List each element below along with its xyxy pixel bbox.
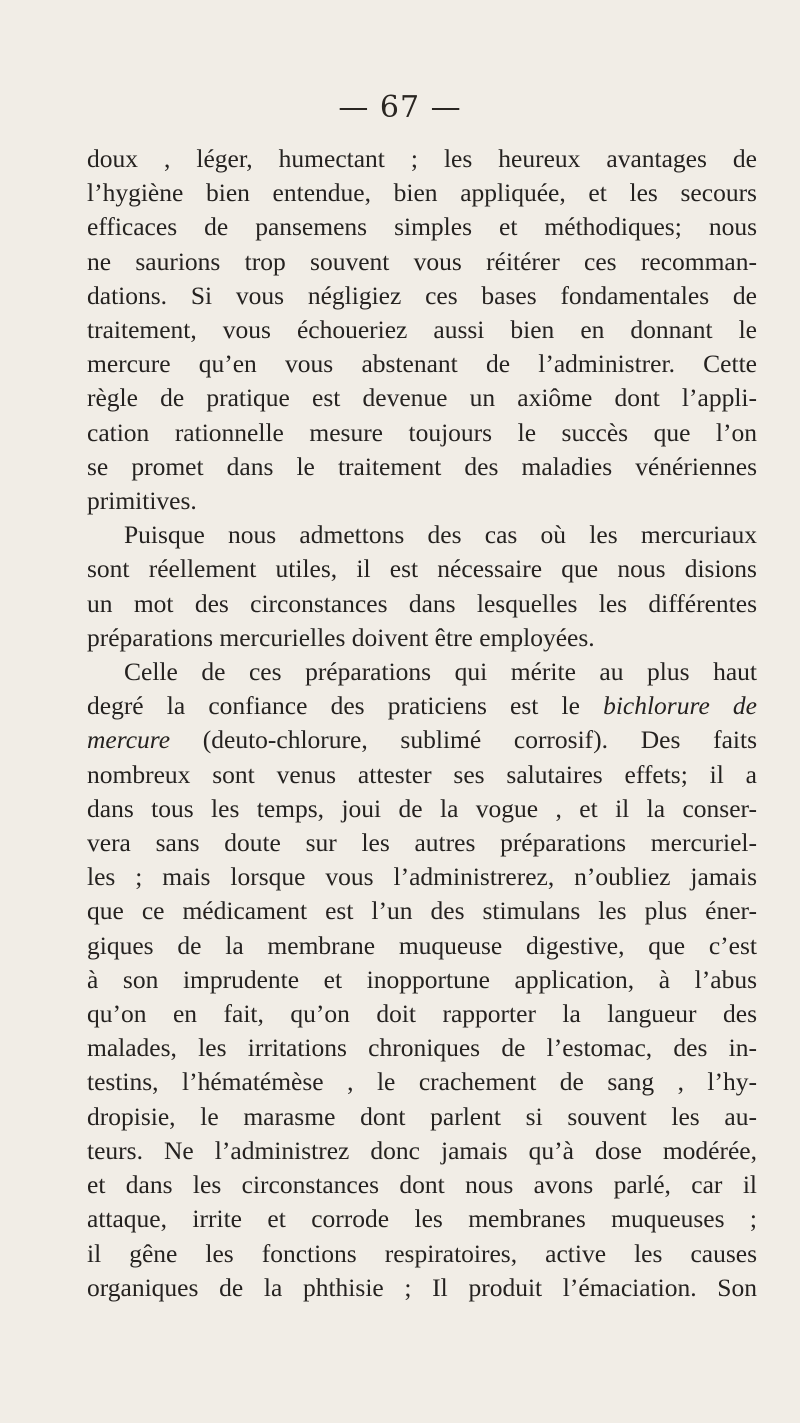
text-line: teurs. Ne l’administrez donc jamais qu’à dose modérée, [87, 1135, 757, 1165]
text-line: organiques de la phthisie ; Il produit l’émaciation. Son [87, 1272, 757, 1302]
text-line: l’hygiène bien entendue, bien appliquée, et les secours [87, 178, 757, 208]
text-line: Puisque nous admettons des cas où les mercuriaux [124, 520, 757, 550]
text-line: se promet dans le traitement des maladies vénériennes [87, 451, 757, 481]
text-line [87, 723, 757, 757]
text-line: testins, l’hématémèse , le crachement de sang , l’hy- [87, 1067, 757, 1097]
text-line: doux , léger, humectant ; les heureux avantages de [87, 144, 757, 173]
text-line: les ; mais lorsque vous l’administrerez, n’oubliez jamais [87, 862, 757, 892]
text-line: à son imprudente et inopportune application, à l’abus [87, 964, 757, 994]
text-line: qu’on en fait, qu’on doit rapporter la langueur des [87, 999, 757, 1029]
text-line: ne saurions trop souvent vous réitérer ces recomman- [87, 246, 757, 276]
text-line: dropisie, le marasme dont parlent si souvent les au- [87, 1101, 757, 1131]
text-line: dans tous les temps, joui de la vogue , et il la conser- [87, 793, 757, 823]
text-line: sont réellement utiles, il est nécessaire que nous disions [87, 554, 757, 584]
text-line: et dans les circonstances dont nous avons parlé, car il [87, 1170, 757, 1200]
text-line: malades, les irritations chroniques de l’estomac, des in- [87, 1033, 757, 1063]
text-line: giques de la membrane muqueuse digestive, que c’est [87, 930, 757, 960]
text-segment: (deuto-chlorure, sublimé corrosif). Des faits [170, 725, 757, 755]
italic-term: bichlorure de [603, 691, 757, 721]
text-line: vera sans doute sur les autres préparations mercuriel- [87, 828, 757, 858]
text-line: il gêne les fonctions respiratoires, active les causes [87, 1238, 757, 1268]
text-line: mercure qu’en vous abstenant de l’administrer. Cette [87, 349, 757, 379]
text-line: préparations mercurielles doivent être employées. [87, 622, 595, 652]
text-line [87, 689, 757, 723]
text-line: que ce médicament est l’un des stimulans les plus éner- [87, 896, 757, 926]
text-line: traitement, vous échoueriez aussi bien en donnant le [87, 315, 757, 345]
text-line: dations. Si vous négligiez ces bases fondamentales de [87, 280, 757, 310]
text-line: Celle de ces préparations qui mérite au plus haut [124, 657, 757, 687]
text-line: cation rationnelle mesure toujours le succès que l’on [87, 417, 757, 447]
italic-term: mercure [87, 725, 171, 755]
text-line: efficaces de pansemens simples et méthodiques; nous [87, 212, 757, 242]
page-number: — 67 — [338, 90, 462, 125]
text-line: un mot des circonstances dans lesquelles les différentes [87, 588, 757, 618]
text-line: règle de pratique est devenue un axiôme dont l’appli- [87, 383, 757, 413]
text-line: nombreux sont venus attester ses salutaires effets; il a [87, 759, 757, 789]
text-segment: degré la confiance des praticiens est le [87, 691, 604, 721]
text-line: attaque, irrite et corrode les membranes muqueuses ; [87, 1204, 757, 1234]
text-line: primitives. [87, 486, 197, 516]
body-text [87, 142, 757, 1305]
